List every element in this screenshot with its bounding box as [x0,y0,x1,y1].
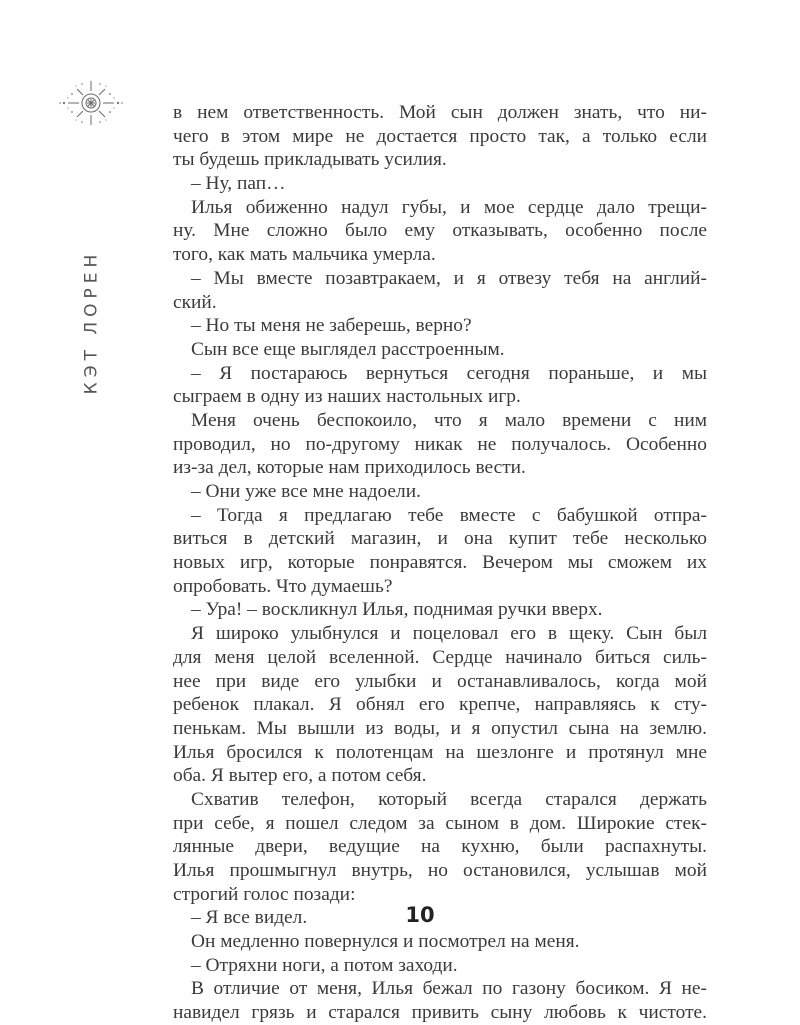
body-text [173,101,707,1025]
text-line: лянные двери, ведущие на кухню, были распахнуты. [173,836,707,858]
text-line: – Тогда я предлагаю тебе вместе с бабушкой отпра- [191,504,707,526]
running-head-author [77,249,105,395]
text-line: в нем ответственность. Мой сын должен знать, что ни- [173,102,707,123]
starburst-ornament-icon [58,78,124,128]
text-line: ну. Мне сложно было ему отказывать, особенно после [173,220,707,242]
text-line: ты будешь прикладывать усилия. [173,149,447,171]
text-line: пенькам. Мы вышли из воды, и я опустил сына на землю. [173,717,707,739]
text-line: Илья прошмыгнул внутрь, но остановился, услышав мой [173,860,707,881]
text-line: нее при виде его улыбки и останавливалось, когда мой [173,670,707,692]
text-line: того, как мать мальчика умерла. [173,244,436,266]
text-line: – Отряхни ноги, а потом заходи. [191,954,458,976]
text-line: Я широко улыбнулся и поцеловал его в щеку. Сын был [191,623,707,645]
text-line: Меня очень беспокоило, что я мало времени с ним [191,409,707,431]
text-line: новых игр, которые понравятся. Вечером мы сможем их [173,552,707,574]
text-line: – Я все видел. [191,907,308,929]
author-name: КЭТ ЛОРЕН [81,249,102,395]
text-line: ский. [173,291,217,313]
text-line: виться в детский магазин, и она купит тебе несколько [173,528,707,550]
text-line: Илья обиженно надул губы, и мое сердце дало трещи- [191,196,707,218]
text-line: Схватив телефон, который всегда старался держать [191,788,707,810]
text-line: – Но ты меня не заберешь, верно? [191,315,472,337]
text-line: – Ну, пап… [191,173,286,195]
text-line: навидел грязь и старался привить сыну любовь к чистоте. [173,1002,707,1024]
page-number: 10 [405,903,435,927]
text-line: – Ура! – воскликнул Илья, поднимая ручки вверх. [191,599,603,621]
text-line: строгий голос позади: [173,883,356,905]
text-line: оба. Я вытер его, а потом себя. [173,765,427,787]
text-line: – Они уже все мне надоели. [191,481,421,502]
text-line: Сын все еще выглядел расстроенным. [191,338,505,360]
text-line: чего в этом мире не достается просто так, а только если [173,125,707,147]
text-line: для меня целой вселенной. Сердце начинало биться силь- [173,646,707,668]
text-line: из-за дел, которые нам приходилось вести. [173,457,526,479]
text-line: сыграем в одну из наших настольных игр. [173,386,521,408]
text-line: Илья бросился к полотенцам на шезлонге и протянул мне [173,741,707,763]
text-line: – Я постараюсь вернуться сегодня пораньше, и мы [191,362,707,384]
text-line: опробовать. Что думаешь? [173,575,393,597]
text-line: ребенок плакал. Я обнял его крепче, направляясь к сту- [173,694,707,716]
text-line: В отличие от меня, Илья бежал по газону босиком. Я не- [191,978,707,1000]
text-line: – Мы вместе позавтракаем, и я отвезу тебя на англий- [191,267,707,289]
text-line: проводил, но по-другому никак не получалось. Особенно [173,433,707,455]
text-line: Он медленно повернулся и посмотрел на меня. [191,931,580,953]
text-line: при себе, я пошел следом за сыном в дом. Широкие стек- [173,812,707,834]
